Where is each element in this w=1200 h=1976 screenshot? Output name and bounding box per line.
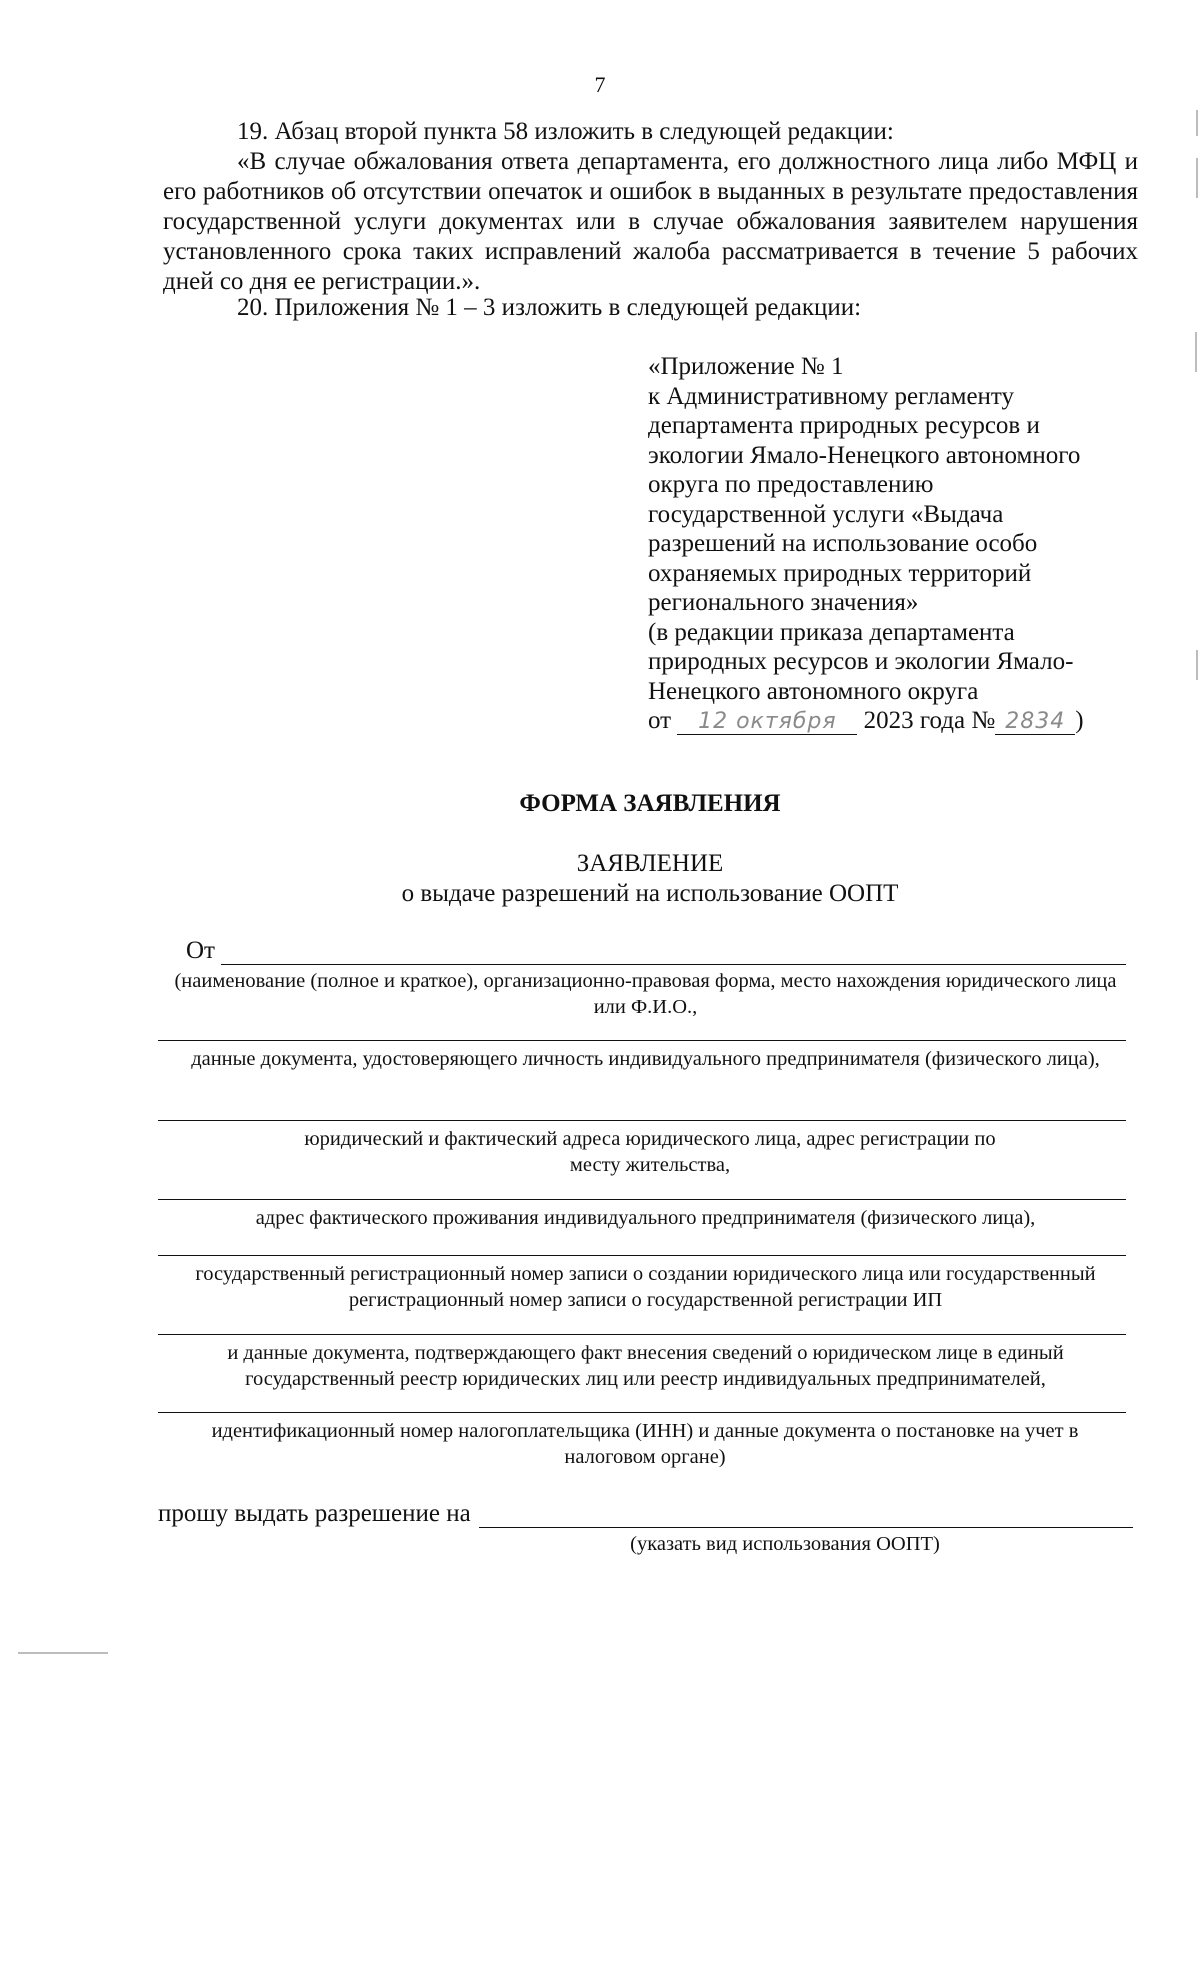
fill-line <box>158 1334 1126 1335</box>
appendix-line: охраняемых природных территорий <box>648 559 1032 587</box>
field-caption: и данные документа, подтверждающего факт внесения сведений о юридическом лице в единый государственный реестр юридических лиц или реестр индивидуальных предпринимателей, <box>227 1342 1064 1390</box>
item-19-paragraph: 19. Абзац второй пункта 58 изложить в следующей редакции: <box>237 118 894 145</box>
appendix-line: к Административному регламенту <box>648 382 1015 410</box>
from-row <box>186 937 1126 965</box>
item-20-paragraph: 20. Приложения № 1 – 3 изложить в следующей редакции: <box>237 294 862 321</box>
from-label: От <box>186 937 215 964</box>
request-row <box>158 1500 1133 1528</box>
handwritten-number: 2834 <box>995 710 1075 735</box>
item-19-quote-paragraph: «В случае обжалования ответа департамента, его должностного лица либо МФЦ и его работников об отсутствии опечаток и ошибок в выданных в результате предоставления государственной услуги документах или в случае обжалования заявителем нарушения установленного срока таких исправлений жалоба рассматривается в течение 5 рабочих дней со дня ее регистрации.». <box>163 148 1138 295</box>
field-caption: государственный регистрационный номер записи о создании юридического лица или государственный регистрационный номер записи о государственной регистрации ИП <box>195 1263 1096 1311</box>
appendix-date-line <box>648 706 1148 736</box>
fill-line <box>158 1120 1126 1121</box>
appendix-line: округа по предоставлению <box>648 471 934 498</box>
date-prefix: от <box>648 707 672 734</box>
appendix-line: Ненецкого автономного округа <box>648 677 979 705</box>
field-caption: (наименование (полное и краткое), организационно-правовая форма, место нахождения юридического лица или Ф.И.О., <box>174 970 1117 1018</box>
appendix-line: «Приложение № 1 <box>648 353 844 380</box>
field-caption: адрес фактического проживания индивидуального предпринимателя (физического лица), <box>255 1207 1036 1229</box>
year-text: 2023 года № <box>863 707 996 734</box>
appendix-line: (в редакции приказа департамента <box>648 618 1015 646</box>
scan-artifact-mark <box>1196 158 1198 198</box>
fill-line <box>158 1412 1126 1413</box>
scan-artifact-mark <box>18 1652 108 1654</box>
fill-line <box>158 1255 1126 1256</box>
appendix-line: регионального значения» <box>648 589 919 616</box>
scan-artifact-mark <box>1196 110 1198 136</box>
appendix-line: экологии Ямало-Ненецкого автономного <box>648 441 1081 469</box>
form-heading: ФОРМА ЗАЯВЛЕНИЯ <box>519 790 781 817</box>
field-caption: идентификационный номер налогоплательщика (ИНН) и данные документа о постановке на учет в налоговом органе) <box>211 1420 1079 1468</box>
handwritten-date: 12 октября <box>677 710 857 735</box>
application-title: ЗАЯВЛЕНИЕ <box>576 850 724 877</box>
from-fill-line <box>221 940 1126 965</box>
request-label: прошу выдать разрешение на <box>158 1500 471 1527</box>
page-number: 7 <box>594 72 606 97</box>
appendix-line: государственной услуги «Выдача <box>648 500 1004 528</box>
appendix-line: департамента природных ресурсов и <box>648 412 1040 439</box>
closing-paren: ) <box>1075 707 1084 734</box>
scan-artifact-mark <box>1196 650 1198 680</box>
appendix-line: разрешений на использование особо <box>648 530 1038 557</box>
field-caption: юридический и фактический адреса юридического лица, адрес регистрации по месту жительства, <box>304 1128 996 1176</box>
request-caption: (указать вид использования ООПТ) <box>630 1533 940 1555</box>
appendix-line: природных ресурсов и экологии Ямало- <box>648 648 1074 675</box>
field-caption: данные документа, удостоверяющего личность индивидуального предпринимателя (физического лица), <box>191 1048 1100 1070</box>
application-subtitle: о выдаче разрешений на использование ООПТ <box>401 880 899 907</box>
request-fill-line <box>479 1503 1133 1528</box>
scan-artifact-mark <box>1195 332 1197 372</box>
fill-line <box>158 1040 1126 1041</box>
appendix-header-block <box>648 352 1148 736</box>
fill-line <box>158 1199 1126 1200</box>
